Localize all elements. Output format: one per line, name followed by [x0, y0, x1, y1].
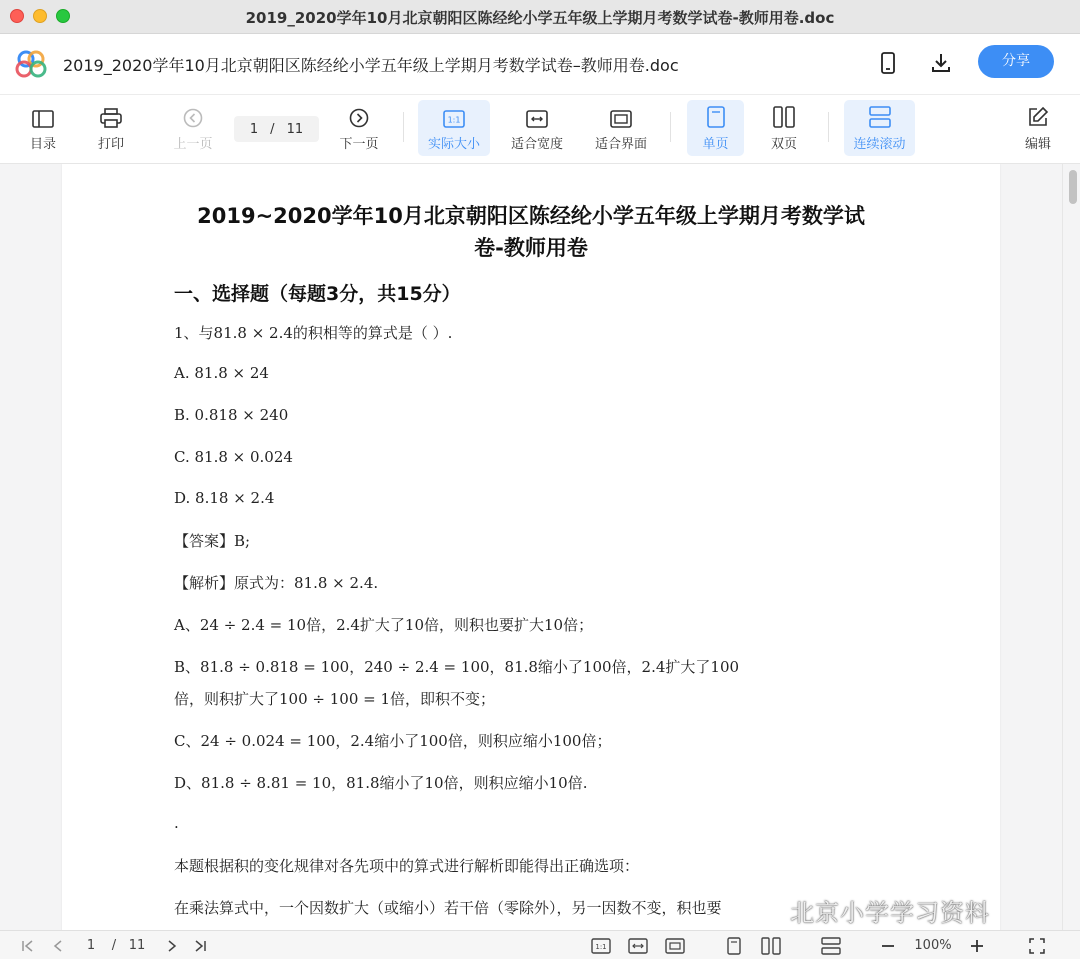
single-page-icon: [707, 106, 725, 128]
actual-size-icon-text: 1:1: [447, 115, 461, 125]
section-heading: 一、选择题（每题3分，共15分）: [174, 283, 461, 305]
text-line: B、81.8 ÷ 0.818 = 100，240 ÷ 2.4 = 100，81.8缩小了100倍，2.4扩大了100: [174, 658, 740, 676]
first-page-icon[interactable]: [18, 935, 38, 956]
zoom-in-icon[interactable]: [966, 935, 988, 956]
text-line: C. 81.8 × 0.024: [174, 448, 293, 466]
edit-icon: [1027, 106, 1049, 128]
status-single-page-icon[interactable]: [724, 935, 744, 956]
status-page-separator: /: [111, 938, 117, 953]
fullscreen-icon[interactable]: [1026, 935, 1048, 956]
toc-icon: [32, 110, 54, 128]
prev-circle-icon: [183, 108, 203, 128]
download-icon[interactable]: [928, 50, 954, 76]
page-number-input[interactable]: [234, 116, 319, 142]
doc-header: [0, 34, 1080, 95]
phone-icon[interactable]: [875, 50, 901, 76]
fit-page-icon: [610, 110, 632, 128]
toc-label: 目录: [29, 137, 56, 152]
actual-size-icon: [443, 110, 465, 128]
document-page: [62, 164, 1000, 930]
toolbar-divider: [403, 112, 404, 142]
next-page-button[interactable]: [332, 100, 386, 156]
toc-button[interactable]: [20, 100, 66, 156]
toolbar-divider: [828, 112, 829, 142]
title-bar: [0, 0, 1080, 34]
vertical-scrollbar[interactable]: [1062, 164, 1080, 930]
status-actual-size-icon[interactable]: [590, 935, 612, 956]
text-line: D、81.8 ÷ 8.81 = 10，81.8缩小了10倍，则积应缩小10倍.: [174, 774, 588, 792]
status-actual-size-icon-text: 1:1: [595, 942, 607, 951]
continuous-scroll-icon: [869, 106, 891, 128]
status-double-page-icon[interactable]: [760, 935, 782, 956]
text-line: A. 81.8 × 24: [174, 364, 269, 382]
printer-icon: [100, 108, 122, 128]
toolbar-divider: [670, 112, 671, 142]
text-line: C、24 ÷ 0.024 = 100，2.4缩小了100倍，则积应缩小100倍；: [174, 732, 612, 750]
edit-label: 编辑: [1024, 137, 1051, 152]
scrollbar-thumb[interactable]: [1069, 170, 1077, 204]
next-circle-icon: [349, 108, 369, 128]
text-line: 倍，则积扩大了100 ÷ 100 = 1倍，即积不变；: [174, 690, 496, 708]
print-button[interactable]: [88, 100, 134, 156]
edit-button[interactable]: [1016, 100, 1060, 156]
double-page-icon: [773, 106, 795, 128]
text-line: D. 8.18 × 2.4: [174, 489, 275, 507]
document-name: 2019_2020学年10月北京朝阳区陈经纶小学五年级上学期月考数学试卷–教师用卷.doc: [63, 56, 679, 75]
text-line: 【解析】原式为：81.8 × 2.4.: [174, 574, 379, 592]
document-viewport[interactable]: [0, 164, 1080, 930]
app-logo: [15, 50, 47, 78]
text-line: 在乘法算式中，一个因数扩大（或缩小）若干倍（零除外），另一因数不变，积也要: [174, 899, 722, 917]
zoom-level[interactable]: 100%: [914, 938, 952, 953]
continuous-scroll-button[interactable]: [844, 100, 915, 156]
double-page-label: 双页: [770, 137, 797, 152]
status-continuous-icon[interactable]: [820, 935, 842, 956]
text-line: 1、与81.8 × 2.4的积相等的算式是（ ）.: [174, 324, 453, 342]
next-page-label: 下一页: [339, 137, 379, 152]
next-page-icon[interactable]: [162, 935, 182, 956]
share-button[interactable]: 分享: [978, 45, 1054, 78]
zoom-out-icon[interactable]: [878, 935, 898, 956]
watermark: 北京小学学习资料: [790, 899, 990, 927]
status-bar: [0, 930, 1080, 959]
fit-width-label: 适合宽度: [510, 137, 563, 152]
fit-page-button[interactable]: [588, 100, 654, 156]
actual-size-button[interactable]: [418, 100, 490, 156]
text-line: 【答案】B;: [174, 532, 251, 550]
status-fit-width-icon[interactable]: [627, 935, 649, 956]
toolbar: [0, 95, 1080, 164]
page-separator: /: [270, 121, 275, 137]
text-line: 本题根据积的变化规律对各先项中的算式进行解析即能得出正确选项：: [174, 857, 640, 875]
continuous-scroll-label: 连续滚动: [853, 137, 906, 152]
fit-page-label: 适合界面: [594, 137, 647, 152]
prev-page-icon[interactable]: [48, 935, 68, 956]
document-title-line-2: 卷-教师用卷: [474, 236, 588, 260]
text-line: B. 0.818 × 240: [174, 406, 289, 424]
prev-page-label: 上一页: [173, 137, 213, 152]
text-line: A、24 ÷ 2.4 = 10倍，2.4扩大了10倍，则积也要扩大10倍；: [174, 616, 594, 634]
text-line: .: [174, 814, 179, 832]
status-fit-page-icon[interactable]: [664, 935, 686, 956]
page-total: 11: [286, 121, 304, 137]
status-page-total: 11: [128, 938, 146, 953]
double-page-button[interactable]: [758, 100, 810, 156]
single-page-button[interactable]: [687, 100, 744, 156]
prev-page-button[interactable]: [166, 100, 220, 156]
actual-size-label: 实际大小: [427, 137, 480, 152]
document-title-line-1: 2019~2020学年10月北京朝阳区陈经纶小学五年级上学期月考数学试: [197, 204, 865, 228]
status-page-current[interactable]: 1: [86, 938, 96, 953]
last-page-icon[interactable]: [190, 935, 210, 956]
page-current: 1: [249, 121, 259, 137]
window-title: 2019_2020学年10月北京朝阳区陈经纶小学五年级上学期月考数学试卷-教师用卷.doc: [245, 9, 835, 27]
print-label: 打印: [97, 137, 124, 152]
single-page-label: 单页: [702, 137, 729, 152]
fit-width-button[interactable]: [504, 100, 570, 156]
fit-width-icon: [526, 110, 548, 128]
